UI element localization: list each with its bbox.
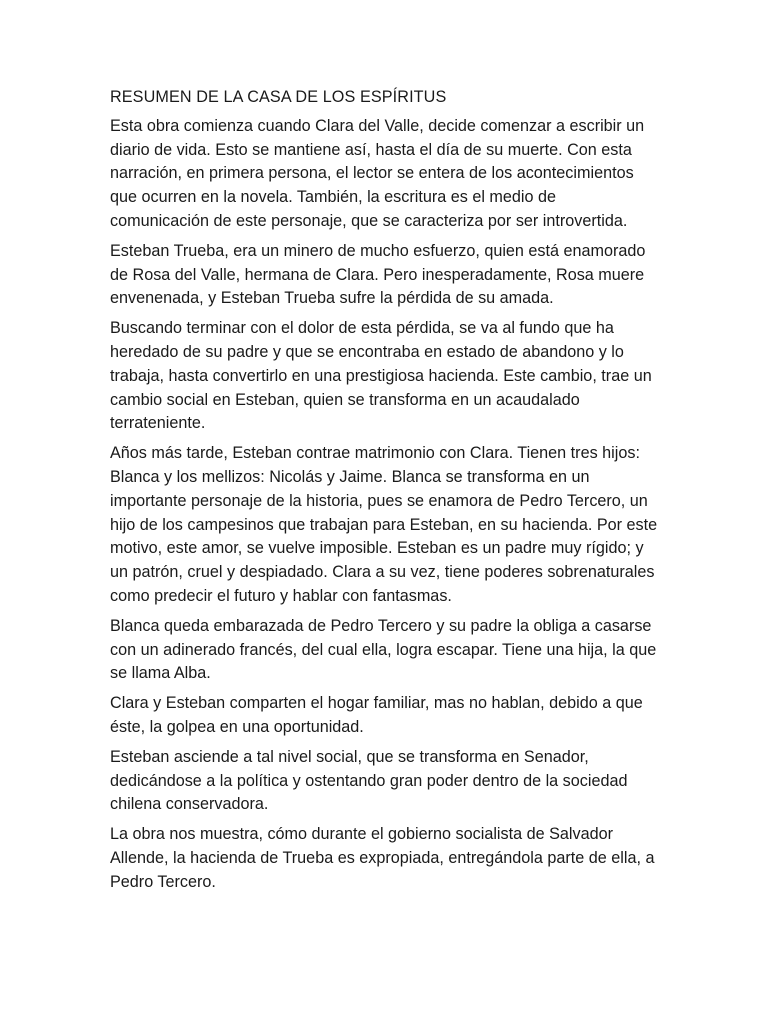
paragraph-5: Blanca queda embarazada de Pedro Tercero y su padre la obliga a casarse con un adinerado francés, del cual ella, logra escapar. Tiene una hija, la que se llama Alba. (110, 616, 657, 683)
paragraph-8: La obra nos muestra, cómo durante el gobierno socialista de Salvador Allende, la hacienda de Trueba es expropiada, entregándola parte de ella, a Pedro Tercero. (110, 825, 655, 891)
paragraph-4: Años más tarde, Esteban contrae matrimonio con Clara. Tienen tres hijos: Blanca y los mellizos: Nicolás y Jaime. Blanca se transforma en un importante personaje de la historia, pues se enamora de Pedro Tercero, un hijo de los campesinos que trabajan para Esteban, en su hacienda. Por este motivo, este amor, se vuelve imposible. Esteban es un padre muy rígido; y un patrón, cruel y despiadado. Clara a su vez, tiene poderes sobrenaturales como predecir el futuro y hablar con fantasmas. (110, 444, 658, 605)
paragraph-6: Clara y Esteban comparten el hogar familiar, mas no hablan, debido a que éste, la golpea en una oportunidad. (110, 694, 643, 736)
paragraph-3: Buscando terminar con el dolor de esta pérdida, se va al fundo que ha heredado de su padre y que se encontraba en estado de abandono y lo trabaja, hasta convertirlo en una prestigiosa hacienda. Este cambio, trae un cambio social en Esteban, quien se transforma en un acaudalado terrateniente. (110, 319, 652, 433)
paragraph-2: Esteban Trueba, era un minero de mucho esfuerzo, quien está enamorado de Rosa del Valle, hermana de Clara. Pero inesperadamente, Rosa muere envenenada, y Esteban Trueba sufre la pérdida de su amada. (110, 241, 646, 308)
paragraph-7: Esteban asciende a tal nivel social, que se transforma en Senador, dedicándose a la política y ostentando gran poder dentro de la sociedad chilena conservadora. (110, 747, 628, 814)
document-title: RESUMEN DE LA CASA DE LOS ESPÍRITUS (110, 88, 447, 106)
paragraph-1: Esta obra comienza cuando Clara del Valle, decide comenzar a escribir un diario de vida. Esto se mantiene así, hasta el día de su muerte. Con esta narración, en primera persona, el lector se entera de los acontecimientos que ocurren en la novela. También, la escritura es el medio de comunicación de este personaje, que se caracteriza por ser introvertida. (110, 116, 645, 230)
